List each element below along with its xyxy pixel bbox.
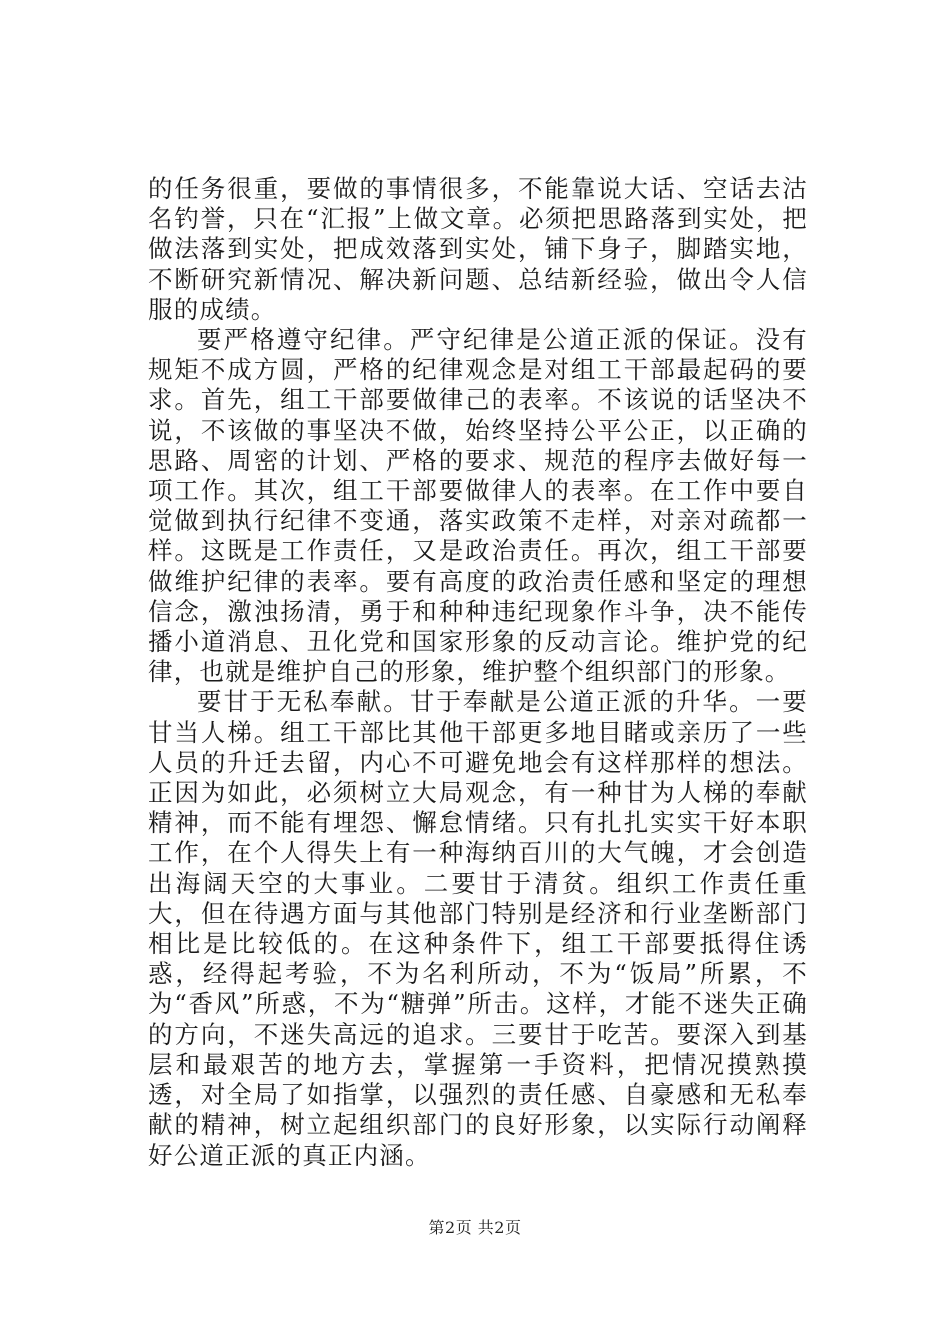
document-body: [148, 174, 808, 1171]
paragraph-continuation: 的任务很重，要做的事情很多，不能靠说大话、空话去沽名钓誉，只在“汇报”上做文章。必须把思路落到实处，把做法落到实处，把成效落到实处，铺下身子，脚踏实地，不断研究新情况、解决新问题、总结新经验，做出令人信服的成绩。: [148, 174, 808, 324]
paragraph-dedication: 要甘于无私奉献。甘于奉献是公道正派的升华。一要甘当人梯。组工干部比其他干部更多地目睹或亲历了一些人员的升迁去留，内心不可避免地会有这样那样的想法。正因为如此，必须树立大局观念，有一种甘为人梯的奉献精神，而不能有埋怨、懈怠情绪。只有扎扎实实干好本职工作，在个人得失上有一种海纳百川的大气魄，才会创造出海阔天空的大事业。二要甘于清贫。组织工作责任重大，但在待遇方面与其他部门特别是经济和行业垄断部门相比是比较低的。在这种条件下，组工干部要抵得住诱惑，经得起考验，不为名利所动，不为“饭局”所累，不为“香风”所惑，不为“糖弹”所击。这样，才能不迷失正确的方向，不迷失高远的追求。三要甘于吃苦。要深入到基层和最艰苦的地方去，掌握第一手资料，把情况摸熟摸透，对全局了如指掌，以强烈的责任感、自豪感和无私奉献的精神，树立起组织部门的良好形象，以实际行动阐释好公道正派的真正内涵。: [148, 687, 808, 1170]
paragraph-discipline: 要严格遵守纪律。严守纪律是公道正派的保证。没有规矩不成方圆，严格的纪律观念是对组工干部最起码的要求。首先，组工干部要做律己的表率。不该说的话坚决不说，不该做的事坚决不做，始终坚持公平公正，以正确的思路、周密的计划、严格的要求、规范的程序去做好每一项工作。其次，组工干部要做律人的表率。在工作中要自觉做到执行纪律不变通，落实政策不走样，对亲对疏都一样。这既是工作责任，又是政治责任。再次，组工干部要做维护纪律的表率。要有高度的政治责任感和坚定的理想信念，激浊扬清，勇于和种种违纪现象作斗争，决不能传播小道消息、丑化党和国家形象的反动言论。维护党的纪律，也就是维护自己的形象，维护整个组织部门的形象。: [148, 325, 808, 687]
page-footer: 第2页 共2页: [428, 1218, 522, 1237]
